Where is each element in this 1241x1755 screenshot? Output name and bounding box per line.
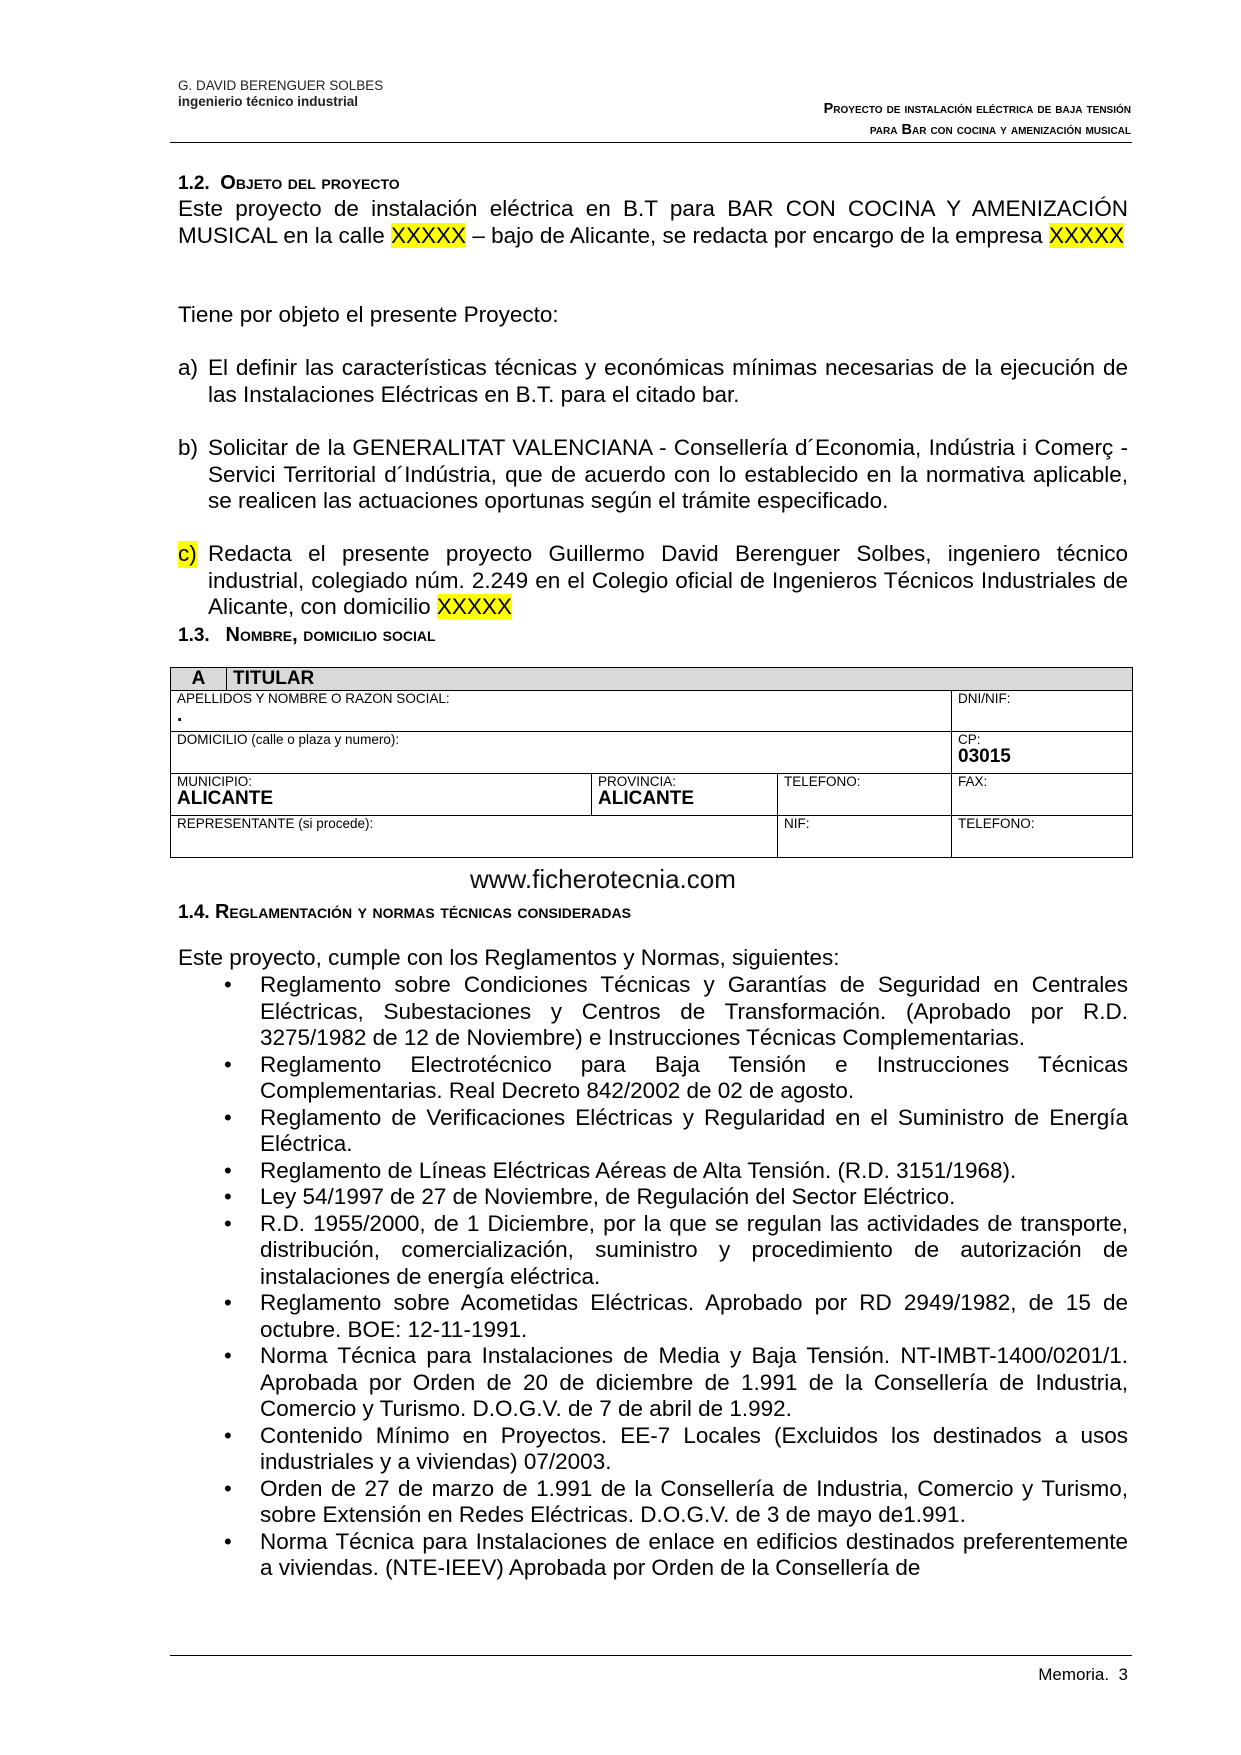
table-row: REPRESENTANTE (si procede): NIF: TELEFONO: [171, 816, 1133, 858]
list-item: • Reglamento Electrotécnico para Baja Tensión e Instrucciones Técnicas Complementarias. Real Decreto 842/2002 de 02 de agosto. [178, 1052, 1128, 1105]
normas-intro: Este proyecto, cumple con los Reglamentos y Normas, siguientes: [178, 945, 840, 970]
list-item: • Contenido Mínimo en Proyectos. EE-7 Locales (Excluidos los destinados a usos industriales y a viviendas) 07/2003. [178, 1423, 1128, 1476]
author-role: ingenierio técnico industrial [178, 94, 359, 109]
table-header-row: A TITULAR [171, 668, 1133, 691]
list-item: • Reglamento sobre Condiciones Técnicas y Garantías de Seguridad en Centrales Eléctricas, Subestaciones y Centros de Transformación. (Aprobado por R.D. 3275/1982 de 12 de Noviembre) e Instrucciones Técnicas Complementarias. [178, 972, 1128, 1052]
list-item: • Reglamento de Líneas Eléctricas Aéreas de Alta Tensión. (R.D. 3151/1968). [178, 1158, 1128, 1185]
section-heading-1-2 [178, 171, 400, 196]
project-title-line2: para Bar con cocina y amenización musical [869, 122, 1131, 138]
page-number: 3 [1118, 1665, 1128, 1684]
list-item: • Norma Técnica para Instalaciones de enlace en edificios destinados preferentemente a viviendas. (NTE-IEEV) Aprobada por Orden de la Consellería de [178, 1529, 1128, 1582]
list-item: • Reglamento de Verificaciones Eléctricas y Regularidad en el Suministro de Energía Eléctrica. [178, 1105, 1128, 1158]
section-heading-1-3: 1.3. Nombre, domicilio social [178, 624, 436, 646]
placeholder-highlight: XXXXX [1048, 222, 1124, 248]
watermark-url: www.ficherotecnia.com [470, 864, 736, 894]
header-rule [170, 142, 1132, 143]
list-item: • Orden de 27 de marzo de 1.991 de la Consellería de Industria, Comercio y Turismo, sobre Extensión en Redes Eléctricas. D.O.G.V. de 3 de mayo de1.991. [178, 1476, 1128, 1529]
titular-table [170, 667, 1133, 858]
project-title-line1: Proyecto de instalación eléctrica de baja tensión [823, 101, 1131, 117]
table-row: DOMICILIO (calle o plaza y numero): CP: 03015 [171, 732, 1133, 774]
author-name: G. DAVID BERENGUER SOLBES [178, 78, 384, 93]
list-item: • Reglamento sobre Acometidas Eléctricas. Aprobado por RD 2949/1982, de 15 de octubre. BOE: 12-11-1991. [178, 1290, 1128, 1343]
list-item: • R.D. 1955/2000, de 1 Diciembre, por la que se regulan las actividades de transporte, distribución, comercialización, suministro y procedimiento de autorización de instalaciones de energía eléctrica. [178, 1211, 1128, 1291]
placeholder-highlight: XXXXX [436, 594, 512, 619]
objeto-intro: Tiene por objeto el presente Proyecto: [178, 302, 559, 327]
list-item-a: a) El definir las características técnicas y económicas mínimas necesarias de la ejecución de las Instalaciones Eléctricas en B.T. para el citado bar. [178, 355, 1128, 407]
normas-list [178, 972, 1128, 1582]
objeto-paragraph: Este proyecto de instalación eléctrica en B.T para BAR CON COCINA Y AMENIZACIÓN MUSICAL en la calle XXXXX – bajo de Alicante, se redacta por encargo de la empresa XXXXX [178, 196, 1128, 248]
footer-label: Memoria. [1038, 1665, 1110, 1684]
table-row: MUNICIPIO: ALICANTE PROVINCIA: ALICANTE TELEFONO: FAX: [171, 774, 1133, 816]
list-item: • Norma Técnica para Instalaciones de Media y Baja Tensión. NT-IMBT-1400/0201/1. Aprobada por Orden de 20 de diciembre de 1.991 de la Consellería de Industria, Comercio y Turismo. D.O.G.V. de 7 de abril de 1.992. [178, 1343, 1128, 1423]
section-number: 1.2. [178, 173, 210, 194]
placeholder-highlight: XXXXX [391, 222, 467, 248]
footer-rule [170, 1655, 1132, 1656]
list-item: • Ley 54/1997 de 27 de Noviembre, de Regulación del Sector Eléctrico. [178, 1184, 1128, 1211]
section-heading-1-4: 1.4. Reglamentación y normas técnicas consideradas [178, 901, 631, 923]
page-footer [1038, 1665, 1128, 1685]
list-item-c: c) Redacta el presente proyecto Guillermo David Berenguer Solbes, ingeniero técnico industrial, colegiado núm. 2.249 en el Colegio oficial de Ingenieros Técnicos Industriales de Alicante, con domicilio XXXXX [178, 541, 1128, 619]
project-title [824, 99, 1131, 141]
table-row: APELLIDOS Y NOMBRE O RAZON SOCIAL: . DNI/NIF: [171, 691, 1133, 732]
list-item-b: b) Solicitar de la GENERALITAT VALENCIANA - Consellería d´Economia, Indústria i Comerç - Servici Territorial d´Indústria, que de acuerdo con lo establecido en la normativa aplicable, se realicen las actuaciones oportunas según el trámite especificado. [178, 435, 1128, 513]
section-title: Objeto del proyecto [220, 172, 400, 194]
